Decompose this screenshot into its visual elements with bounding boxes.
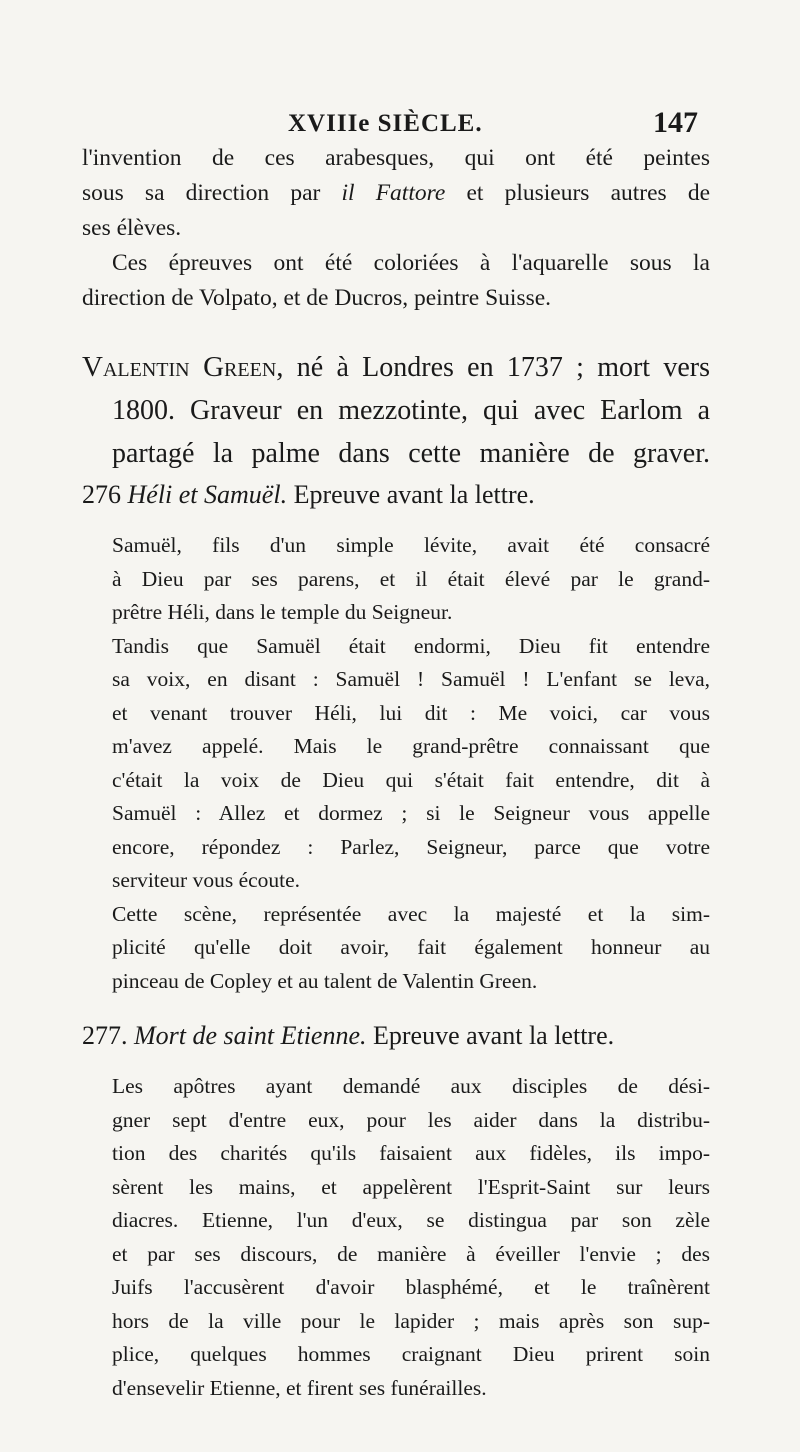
text-fragment: né à Londres en 1737 ; mort vers	[296, 352, 710, 383]
text-line: hors de la ville pour le lapider ; mais après son sup-	[112, 1308, 710, 1333]
text-line: Juifs l'accusèrent d'avoir blasphémé, et le traînèrent	[112, 1275, 710, 1299]
text-line: Samuël, fils d'un simple lévite, avait été consacré	[112, 533, 710, 557]
text-line: Cette scène, représentée avec la majesté et la sim-	[112, 901, 710, 926]
page-number: 147	[653, 106, 698, 139]
text-line: ses élèves.	[82, 215, 182, 241]
text-line: plice, quelques hommes craignant Dieu prirent soin	[112, 1342, 710, 1366]
text-line: tion des charités qu'ils faisaient aux fidèles, ils impo-	[112, 1141, 710, 1165]
text-line: sèrent les mains, et appelèrent l'Esprit-Saint sur leurs	[112, 1174, 710, 1199]
text-line: et venant trouver Héli, lui dit : Me voici, car vous	[112, 700, 710, 725]
running-title: XVIIIe SIÈCLE.	[288, 110, 483, 137]
item-title-rest: Epreuve avant la lettre.	[293, 480, 535, 509]
text-line: et par ses discours, de manière à éveiller l'envie ; des	[112, 1241, 710, 1266]
entry-line: partagé la palme dans cette manière de graver.	[112, 438, 710, 469]
text-line: diacres. Etienne, l'un d'eux, se distingua par son zèle	[112, 1208, 710, 1232]
artist-name: Valentin Green,	[82, 351, 284, 383]
italic-name: il Fattore	[341, 180, 446, 206]
running-head	[0, 106, 800, 140]
item-title-rest: Epreuve avant la lettre.	[373, 1021, 615, 1050]
text-line: prêtre Héli, dans le temple du Seigneur.	[112, 600, 453, 624]
text-line: à Dieu par ses parens, et il était élevé par le grand-	[112, 566, 710, 591]
text-block	[82, 141, 710, 1405]
item-number: 277.	[82, 1021, 128, 1050]
text-fragment: sous sa direction par	[82, 180, 321, 206]
text-fragment: et plusieurs autres de	[466, 180, 711, 206]
item-title-italic: Héli et Samuël.	[127, 480, 288, 509]
item-title	[82, 475, 710, 515]
item-number: 276	[82, 480, 121, 509]
intro-paragraph	[82, 141, 710, 316]
text-line	[82, 176, 710, 211]
catalogue-item-276	[82, 475, 710, 998]
text-line: sa voix, en disant : Samuël ! Samuël ! L'enfant se leva,	[112, 667, 710, 691]
text-line: Ces épreuves ont été coloriées à l'aquarelle sous la	[112, 250, 710, 276]
text-line: plicité qu'elle doit avoir, fait également honneur au	[112, 935, 710, 959]
item-title	[82, 1016, 710, 1056]
text-line: Samuël : Allez et dormez ; si le Seigneur vous appelle	[112, 801, 710, 825]
artist-entry	[82, 346, 710, 475]
text-line: direction de Volpato, et de Ducros, peintre Suisse.	[82, 285, 552, 311]
text-line: l'invention de ces arabesques, qui ont été peintes	[82, 145, 710, 171]
text-line: gner sept d'entre eux, pour les aider dans la distribu-	[112, 1107, 710, 1132]
entry-line: 1800. Graveur en mezzotinte, qui avec Earlom a	[112, 395, 710, 426]
text-line: Les apôtres ayant demandé aux disciples de dési-	[112, 1074, 710, 1098]
item-title-italic: Mort de saint Etienne.	[134, 1021, 367, 1050]
text-line: Tandis que Samuël était endormi, Dieu fit entendre	[112, 633, 710, 658]
text-line: pinceau de Copley et au talent de Valentin Green.	[112, 968, 538, 993]
text-line: encore, répondez : Parlez, Seigneur, parce que votre	[112, 834, 710, 859]
text-line: m'avez appelé. Mais le grand-prêtre connaissant que	[112, 734, 710, 758]
entry-line	[82, 346, 710, 389]
text-line: c'était la voix de Dieu qui s'était fait entendre, dit à	[112, 767, 710, 792]
text-line: d'ensevelir Etienne, et firent ses funérailles.	[112, 1375, 487, 1400]
text-line: serviteur vous écoute.	[112, 868, 301, 892]
catalogue-item-277	[82, 1016, 710, 1405]
